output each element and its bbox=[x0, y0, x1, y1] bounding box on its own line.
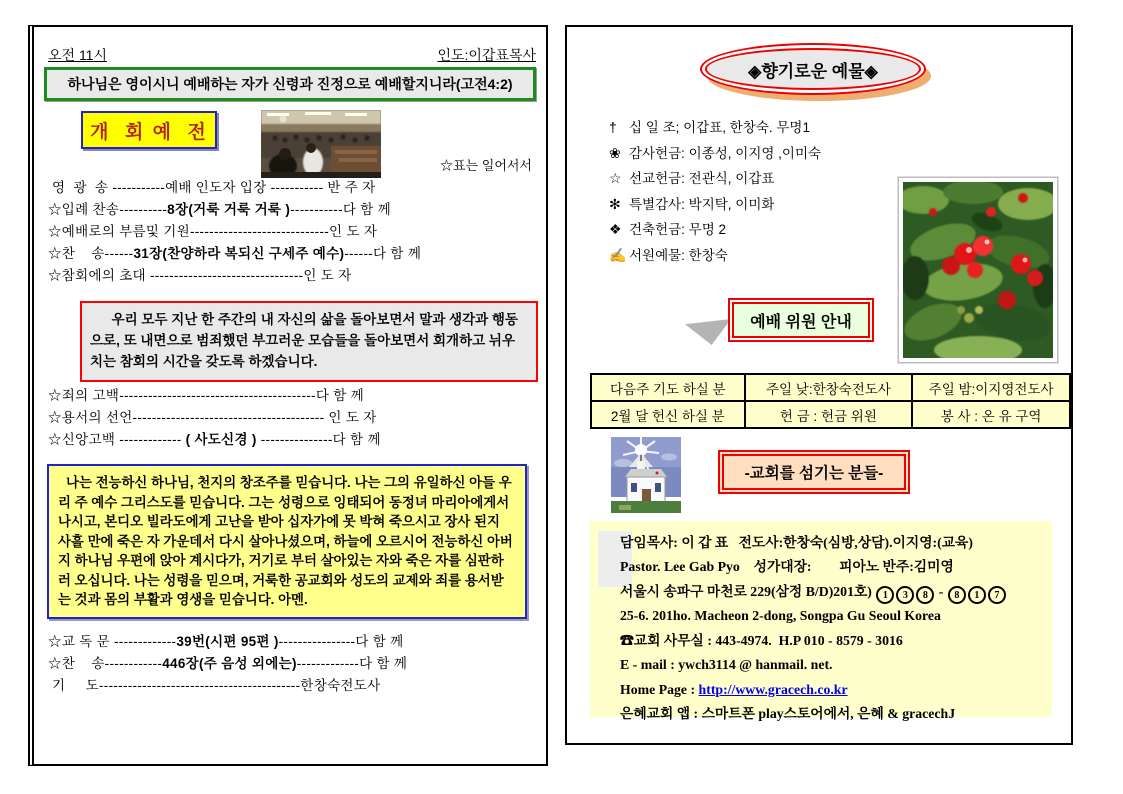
offering-title: ◈향기로운 예물◈ bbox=[748, 61, 878, 81]
offering-text: 건축헌금: 무명 2 bbox=[629, 222, 727, 237]
apostles-creed-text: 나는 전능하신 하나님, 천지의 창조주를 믿습니다. 나는 그의 유일하신 아들 우리 주 예수 그리스도를 믿습니다. 그는 성령으로 잉태되어 동정녀 마리아에게서 나시고, 본디오 빌라도에게 고난을 받아 십자가에 못 박혀 죽으시고 장사 된지 사흘 만에 죽은 자 가운데서 다시 살아나셨으며, 하늘에 오르시어 전능하신 아버지 하나님 우편에 앉아 계시다가, 거기로 부터 살아있는 자와 죽은 자를 심판하러 오십니다. 나는 성령을 믿으며, 거룩한 공교회와 성도의 교제와 죄를 용서받는 것과 몸의 부활과 영생을 믿습니다. 아멘. bbox=[58, 475, 513, 607]
offering-item bbox=[609, 192, 821, 218]
offering-text: 십 일 조; 이갑표, 한창숙. 무명1 bbox=[629, 120, 810, 135]
berries-photo-frame bbox=[898, 177, 1058, 363]
flower-icon: ❀ bbox=[609, 144, 621, 161]
diamond-icon: ❖ bbox=[609, 221, 622, 237]
service-leader: 인도:이갑표목사 bbox=[437, 47, 536, 63]
callout-tail bbox=[685, 319, 731, 345]
standing-note: ☆표는 일어서서 bbox=[440, 158, 532, 173]
info-line-address: 서울시 송파구 마천로 229(삼정 B/D)201호) 1 3 8 - 8 1 7 bbox=[604, 580, 1052, 605]
cross-icon: † bbox=[609, 119, 617, 135]
liturgy-line: ☆찬 송------------446장(주 음성 외에는)-------------다 함 께 bbox=[48, 656, 408, 671]
congregation-photo bbox=[261, 110, 381, 178]
info-line-phone: ☎교회 사무실 : 443-4974. H.P 010 - 8579 - 3016 bbox=[620, 632, 903, 648]
liturgy-line: 영 광 송 -----------예배 인도자 입장 ----------- 반 주 자 bbox=[48, 180, 376, 195]
info-line-app: 은혜교회 앱 : 스마트폰 play스토어에서, 은혜 & gracechJ bbox=[620, 705, 956, 721]
writing-hand-icon: ✍ bbox=[609, 246, 627, 263]
offering-item bbox=[609, 141, 821, 167]
committee-cell: 헌 금 : 헌금 위원 bbox=[745, 401, 913, 428]
liturgy-line: ☆용서의 선언---------------------------------------- 인 도 자 bbox=[48, 410, 377, 425]
committee-table bbox=[590, 373, 1071, 429]
offering-text: 서원예물: 한창숙 bbox=[629, 247, 728, 263]
liturgy-line: ☆찬 송------31장(찬양하라 복되신 구세주 예수)------다 함 께 bbox=[48, 246, 422, 261]
closing-liturgy-list bbox=[48, 631, 538, 697]
scripture-verse: 하나님은 영이시니 예배하는 자가 신령과 진정으로 예배할지니라(고전4:2) bbox=[67, 76, 513, 92]
committee-cell: 다음주 기도 하실 분 bbox=[591, 374, 745, 401]
info-line-address-en: 25-6. 201ho. Macheon 2-dong, Songpa Gu Seoul Korea bbox=[620, 608, 941, 624]
offering-text: 감사헌금: 이종성, 이지영 ,이미숙 bbox=[629, 145, 822, 161]
opening-liturgy-list bbox=[48, 177, 538, 287]
liturgy-line: ☆참회에의 초대 --------------------------------인 도 자 bbox=[48, 268, 352, 283]
table-row bbox=[591, 374, 1070, 401]
offering-list bbox=[609, 115, 821, 268]
committee-cell: 주일 낮:한창숙전도사 bbox=[745, 374, 913, 401]
info-line-pastor: 담임목사: 이 갑 표 전도사:한창숙(심방,상담).이지영:(교육) bbox=[620, 535, 973, 550]
service-time: 오전 11시 bbox=[48, 47, 107, 63]
offering-item bbox=[609, 217, 821, 243]
church-servants-title: -교회를 섬기는 분들- bbox=[718, 450, 910, 494]
committee-cell: 봉 사 : 온 유 구역 bbox=[912, 401, 1070, 428]
offering-item bbox=[609, 166, 821, 192]
committee-cell: 주일 밤:이지영전도사 bbox=[912, 374, 1070, 401]
offering-text: 선교헌금: 전관식, 이갑표 bbox=[629, 171, 775, 186]
circled-digit: 7 bbox=[988, 586, 1006, 604]
confession-intro-text: 우리 모두 지난 한 주간의 내 자신의 삶을 돌아보면서 말과 생각과 행동으로, 또 내면으로 범죄했던 부끄러운 모습들을 돌아보면서 회개하고 뉘우치는 참회의 시간을 갖도록 하겠습니다. bbox=[90, 312, 518, 369]
info-line-email: E - mail : ywch3114 @ hanmail. net. bbox=[620, 657, 833, 673]
bulletin-right-page bbox=[565, 25, 1073, 745]
offering-item bbox=[609, 243, 821, 269]
offering-item bbox=[609, 115, 821, 141]
berries-photo bbox=[903, 182, 1053, 358]
circled-digit: 1 bbox=[968, 586, 986, 604]
committee-cell: 2월 달 헌신 하실 분 bbox=[591, 401, 745, 428]
opening-rite-title: 개 회 예 전 bbox=[81, 111, 217, 149]
info-line-homepage: Home Page : http://www.gracech.co.kr bbox=[620, 681, 848, 697]
church-clipart bbox=[611, 437, 681, 513]
liturgy-line: ☆신앙고백 ------------- ( 사도신경 ) ---------------다 함 께 bbox=[48, 432, 381, 447]
liturgy-line: 기 도------------------------------------------한창숙전도사 bbox=[48, 678, 381, 693]
confession-intro-box bbox=[80, 301, 538, 382]
circled-digit: 1 bbox=[876, 586, 894, 604]
liturgy-line: ☆죄의 고백-----------------------------------------다 함 께 bbox=[48, 388, 364, 403]
church-info-box bbox=[590, 521, 1052, 721]
liturgy-line: ☆예배로의 부름및 기원-----------------------------인 도 자 bbox=[48, 224, 378, 239]
circled-digit: 8 bbox=[948, 586, 966, 604]
apostles-creed-box bbox=[47, 464, 527, 619]
scripture-verse-box bbox=[44, 67, 536, 101]
service-header bbox=[48, 45, 536, 65]
liturgy-line: ☆교 독 문 -------------39번(시편 95편 )----------------다 함 께 bbox=[48, 634, 404, 649]
circled-digit: 8 bbox=[916, 586, 934, 604]
info-line-pastor-en: Pastor. Lee Gab Pyo 성가대장: 피아노 반주:김미영 bbox=[620, 559, 954, 575]
liturgy-line: ☆입례 찬송----------8장(거룩 거룩 거룩 )-----------다 함 께 bbox=[48, 202, 392, 217]
circled-digit: 3 bbox=[896, 586, 914, 604]
offering-text: 특별감사: 박지탁, 이미화 bbox=[629, 196, 775, 212]
worship-committee-title: 예배 위원 안내 bbox=[728, 298, 874, 342]
bulletin-left-page bbox=[28, 25, 548, 766]
table-row bbox=[591, 401, 1070, 428]
star-icon: ☆ bbox=[609, 170, 622, 186]
offering-title-oval bbox=[700, 43, 926, 95]
homepage-link[interactable]: http://www.gracech.co.kr bbox=[698, 681, 848, 697]
confession-liturgy-list bbox=[48, 385, 538, 451]
asterisk-icon: ✻ bbox=[609, 195, 621, 212]
